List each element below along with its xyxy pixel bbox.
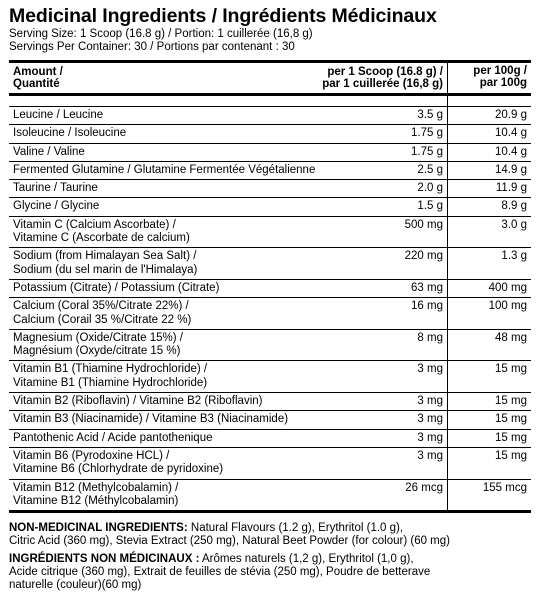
ingredient-name: Potassium (Citrate) / Potassium (Citrate) xyxy=(13,281,220,294)
non-medicinal-en: NON-MEDICINAL INGREDIENTS: Natural Flavours (1.2 g), Erythritol (1.0 g), Citric Acid (360 mg), Stevia Extract (250 mg), Natural Beet Powder (for colour) (60 mg) xyxy=(9,522,450,548)
amount-per-100g: 400 mg xyxy=(488,281,527,294)
ingredient-name: Valine / Valine xyxy=(13,145,85,158)
header-per-100g: per 100g / par 100g xyxy=(473,65,527,89)
amount-per-100g: 155 mcg xyxy=(482,481,527,494)
amount-per-scoop: 2.5 g xyxy=(366,162,448,179)
table-row xyxy=(9,107,531,125)
amount-per-100g: 8.9 g xyxy=(501,200,527,213)
table-row xyxy=(9,248,531,280)
table-row xyxy=(9,198,531,216)
ingredient-name: Calcium (Coral 35%/Citrate 22%) / Calcium (Corail 35 %/Citrate 22 %) xyxy=(13,300,192,326)
amount-per-scoop: 3 mg xyxy=(366,393,448,410)
amount-per-100g: 3.0 g xyxy=(501,218,527,231)
ingredients-table xyxy=(9,60,531,513)
amount-per-scoop: 16 mg xyxy=(366,298,448,329)
ingredient-name: Vitamin B12 (Methylcobalamin) / Vitamine B12 (Méthylcobalamin) xyxy=(13,481,179,507)
table-row xyxy=(9,330,531,362)
ingredient-name: Vitamin C (Calcium Ascorbate) / Vitamine C (Ascorbate de calcium) xyxy=(13,218,190,245)
ingredient-name: Glycine / Glycine xyxy=(13,200,100,213)
serving-size: Serving Size: 1 Scoop (16.8 g) / Portion: 1 cuillerée (16,8 g) xyxy=(9,28,313,40)
ingredient-name: Vitamin B2 (Riboflavin) / Vitamine B2 (Riboflavin) xyxy=(13,395,263,408)
table-row xyxy=(9,217,531,249)
ingredient-name: Sodium (from Himalayan Sea Salt) / Sodium (du sel marin de l'Himalaya) xyxy=(13,250,198,276)
amount-per-100g: 20.9 g xyxy=(495,109,527,121)
amount-per-100g: 10.4 g xyxy=(495,145,527,158)
ingredient-rows xyxy=(9,107,531,510)
amount-per-scoop: 2.0 g xyxy=(366,180,448,197)
table-row xyxy=(9,280,531,298)
table-row xyxy=(9,480,531,511)
ingredient-name: Vitamin B6 (Pyrodoxine HCL) / Vitamine B6 (Chlorhydrate de pyridoxine) xyxy=(13,449,224,476)
header-amount: Amount / Quantité xyxy=(13,66,63,90)
amount-per-100g: 15 mg xyxy=(495,413,527,426)
amount-per-scoop: 26 mcg xyxy=(366,480,448,511)
non-medicinal-fr: INGRÉDIENTS NON MÉDICINAUX : Arômes naturels (1,2 g), Erythritol (1,0 g), Acide citrique (360 mg), Extrait de feuilles de stévia (250 mg), Poudre de betterave naturelle (couleur)(60 mg) xyxy=(9,552,431,591)
table-row xyxy=(9,393,531,411)
ingredient-name: Isoleucine / Isoleucine xyxy=(13,127,127,140)
table-row xyxy=(9,298,531,330)
amount-per-scoop: 1.5 g xyxy=(366,198,448,215)
amount-per-scoop: 3 mg xyxy=(366,448,448,479)
amount-per-100g: 14.9 g xyxy=(495,163,527,176)
amount-per-100g: 1.3 g xyxy=(501,250,527,263)
amount-per-100g: 10.4 g xyxy=(495,127,527,140)
amount-per-100g: 15 mg xyxy=(495,363,527,376)
header-per-scoop: per 1 Scoop (16.8 g) / par 1 cuillerée (16,8 g) xyxy=(289,63,448,93)
ingredient-name: Vitamin B1 (Thiamine Hydrochloride) / Vitamine B1 (Thiamine Hydrochloride) xyxy=(13,363,208,389)
ingredient-name: Magnesium (Oxide/Citrate 15%) / Magnésium (Oxyde/citrate 15 %) xyxy=(13,331,184,358)
amount-per-100g: 15 mg xyxy=(495,395,527,408)
non-medicinal-section xyxy=(9,522,531,592)
amount-per-100g: 15 mg xyxy=(495,431,527,444)
ingredient-name: Taurine / Taurine xyxy=(13,182,98,195)
header-spacer xyxy=(9,96,531,107)
table-row xyxy=(9,144,531,162)
ingredient-name: Pantothenic Acid / Acide pantothenique xyxy=(13,431,213,444)
table-row xyxy=(9,448,531,480)
amount-per-100g: 15 mg xyxy=(495,449,527,462)
table-row xyxy=(9,361,531,393)
ingredient-name: Leucine / Leucine xyxy=(13,109,104,121)
amount-per-scoop: 3 mg xyxy=(366,411,448,428)
amount-per-scoop: 63 mg xyxy=(366,280,448,297)
amount-per-100g: 48 mg xyxy=(495,331,527,344)
amount-per-scoop: 1.75 g xyxy=(366,144,448,161)
amount-per-scoop: 3 mg xyxy=(366,361,448,392)
amount-per-scoop: 8 mg xyxy=(366,330,448,361)
table-row xyxy=(9,430,531,448)
amount-per-100g: 100 mg xyxy=(488,300,527,313)
table-row xyxy=(9,162,531,180)
table-row xyxy=(9,411,531,429)
table-row xyxy=(9,180,531,198)
ingredient-name: Vitamin B3 (Niacinamide) / Vitamine B3 (Niacinamide) xyxy=(13,413,289,426)
amount-per-scoop: 3.5 g xyxy=(366,107,448,124)
table-row xyxy=(9,125,531,143)
amount-per-100g: 11.9 g xyxy=(495,182,527,195)
table-header xyxy=(9,63,531,96)
amount-per-scoop: 500 mg xyxy=(366,217,448,248)
ingredient-name: Fermented Glutamine / Glutamine Fermentée Végétalienne xyxy=(13,163,316,176)
amount-per-scoop: 3 mg xyxy=(366,430,448,447)
panel-title: Medicinal Ingredients / Ingrédients Médicinaux xyxy=(9,5,437,27)
amount-per-scoop: 1.75 g xyxy=(366,125,448,142)
servings-per-container: Servings Per Container: 30 / Portions par contenant : 30 xyxy=(9,41,295,53)
amount-per-scoop: 220 mg xyxy=(366,248,448,279)
